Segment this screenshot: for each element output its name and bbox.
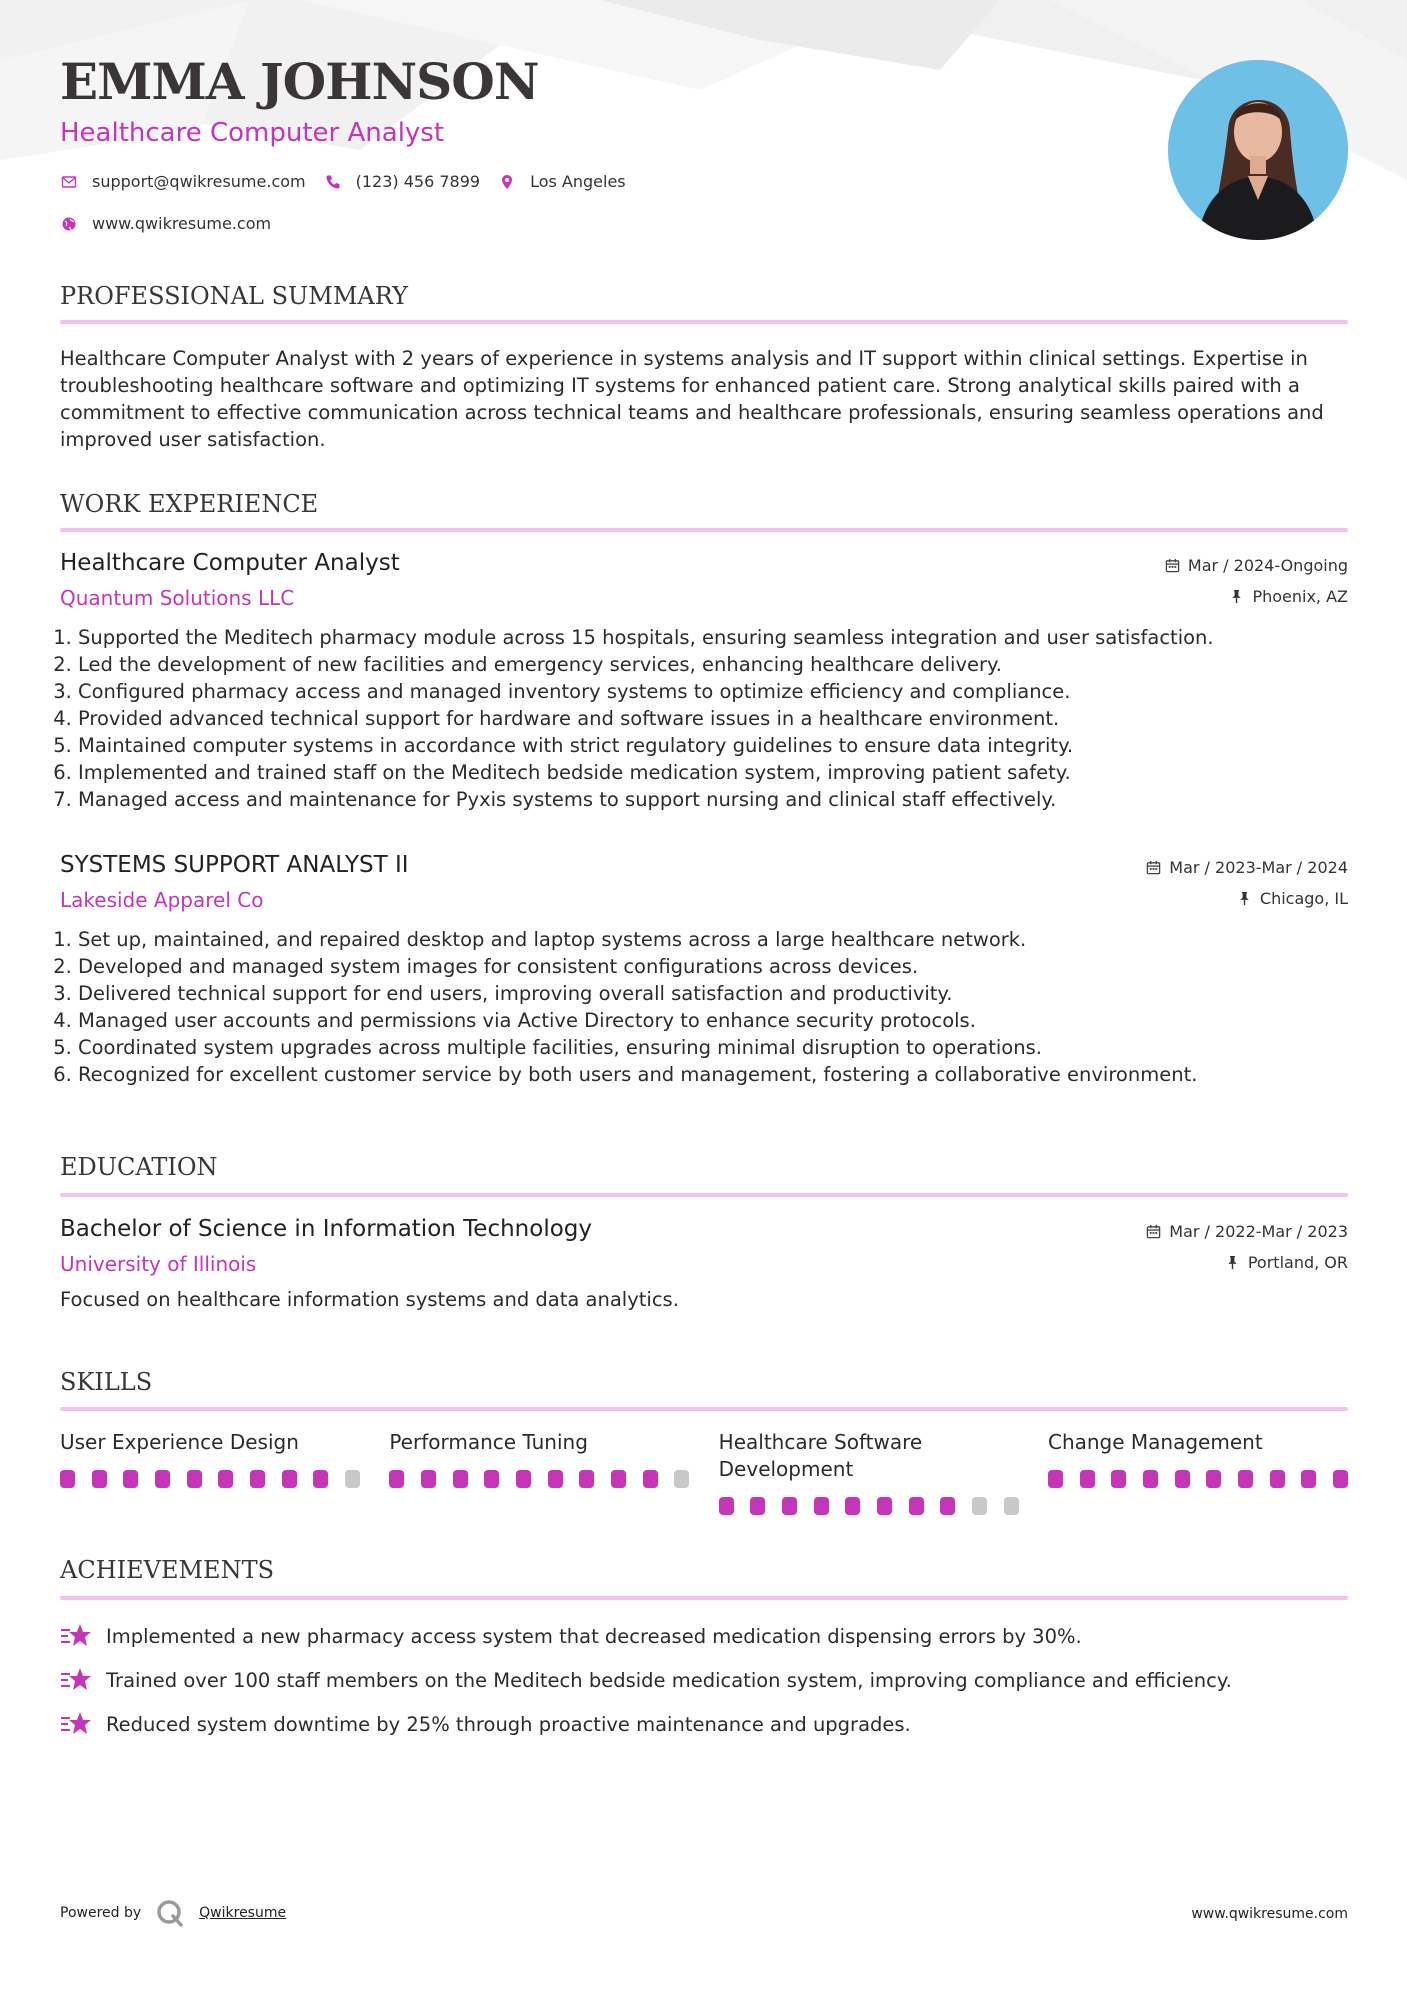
footer-powered-by	[60, 1898, 286, 1928]
education-degree: Bachelor of Science in Information Technology	[60, 1216, 592, 1242]
skill-dot-filled	[1206, 1470, 1221, 1488]
experience-divider	[60, 528, 1348, 532]
skill-dot-filled	[282, 1470, 297, 1488]
skill-dot-filled	[1048, 1470, 1063, 1488]
skill-name: Healthcare Software Development	[718, 1430, 923, 1481]
job-bullet: 5. Coordinated system upgrades across multiple facilities, ensuring minimal disruption to operations.	[78, 1034, 1348, 1061]
education-heading: EDUCATION	[60, 1153, 218, 1181]
education-school: University of Illinois	[60, 1252, 257, 1276]
skill-dot-filled	[1238, 1470, 1253, 1488]
skill-dot-filled	[92, 1470, 107, 1488]
job-bullet: 5. Maintained computer systems in accordance with strict regulatory guidelines to ensure data integrity.	[78, 732, 1348, 759]
skill-item	[389, 1429, 689, 1515]
skill-dot-filled	[1270, 1470, 1285, 1488]
job-company: Lakeside Apparel Co	[60, 888, 264, 912]
skill-dot-filled	[1111, 1470, 1126, 1488]
achievement-text: Reduced system downtime by 25% through proactive maintenance and upgrades.	[106, 1712, 911, 1736]
summary-divider	[60, 320, 1348, 324]
skills-divider	[60, 1407, 1348, 1411]
education-dates	[1146, 1222, 1348, 1241]
skill-rating	[389, 1470, 689, 1488]
skill-dot-filled	[548, 1470, 563, 1488]
job-bullet: 1. Supported the Meditech pharmacy module across 15 hospitals, ensuring seamless integration and user satisfaction.	[78, 624, 1348, 651]
skills-heading: SKILLS	[60, 1368, 153, 1396]
job-bullet: 3. Configured pharmacy access and managed inventory systems to optimize efficiency and compliance.	[78, 678, 1348, 705]
job-dates	[1165, 556, 1348, 575]
skill-dot-filled	[250, 1470, 265, 1488]
skill-dot-filled	[516, 1470, 531, 1488]
job-bullets	[60, 624, 1348, 813]
achievements-list	[60, 1614, 1348, 1746]
job-location	[1237, 889, 1348, 908]
skill-dot-filled	[1333, 1470, 1348, 1488]
skill-rating	[60, 1470, 360, 1488]
skill-dot-empty	[1004, 1497, 1019, 1515]
globe-icon	[60, 215, 78, 233]
job-bullet: 1. Set up, maintained, and repaired desktop and laptop systems across a large healthcare network.	[78, 926, 1348, 953]
job-bullet: 6. Recognized for excellent customer service by both users and management, fostering a collaborative environment.	[78, 1061, 1348, 1088]
qwikresume-link[interactable]: Qwikresume	[199, 1905, 287, 1921]
skill-dot-filled	[218, 1470, 233, 1488]
achievement-item	[60, 1702, 1348, 1746]
skill-dot-filled	[643, 1470, 658, 1488]
skill-dot-filled	[453, 1470, 468, 1488]
job-bullets	[60, 926, 1348, 1088]
job-bullet: 2. Developed and managed system images for consistent configurations across devices.	[78, 953, 1348, 980]
job-dates-text: Mar / 2023-Mar / 2024	[1169, 858, 1348, 877]
skill-item	[719, 1429, 1019, 1515]
education-location-text: Portland, OR	[1247, 1253, 1348, 1272]
summary-heading: PROFESSIONAL SUMMARY	[60, 282, 408, 310]
job-bullet: 4. Managed user accounts and permissions via Active Directory to enhance security protocols.	[78, 1007, 1348, 1034]
skill-dot-filled	[187, 1470, 202, 1488]
summary-text: Healthcare Computer Analyst with 2 years of experience in systems analysis and IT support within clinical settings. Expertise in troubleshooting healthcare software and optimizing IT systems for enhanced patient care. Strong analytical skills paired with a commitment to effective communication across technical teams and healthcare professionals, ensuring seamless operations and improved user satisfaction.	[60, 347, 1324, 451]
education-description: Focused on healthcare information systems and data analytics.	[60, 1288, 679, 1311]
location-pin-icon	[498, 173, 516, 191]
skill-dot-filled	[123, 1470, 138, 1488]
job-bullet: 3. Delivered technical support for end users, improving overall satisfaction and productivity.	[78, 980, 1348, 1007]
contact-row	[60, 172, 644, 191]
skill-dot-filled	[60, 1470, 75, 1488]
skill-name: Change Management	[1047, 1430, 1263, 1454]
skill-name: Performance Tuning	[389, 1430, 588, 1454]
job-entry-2	[60, 852, 1348, 1088]
resume-page	[60, 0, 1348, 1990]
skill-dot-filled	[909, 1497, 924, 1515]
skill-item	[60, 1429, 360, 1515]
skill-dot-filled	[1175, 1470, 1190, 1488]
pushpin-icon	[1225, 1255, 1240, 1270]
candidate-title: Healthcare Computer Analyst	[60, 118, 445, 148]
education-location	[1225, 1253, 1348, 1272]
skill-dot-filled	[719, 1497, 734, 1515]
shooting-star-icon	[60, 1666, 92, 1694]
website-link[interactable]: www.qwikresume.com	[92, 214, 272, 233]
profile-photo-illustration	[1168, 60, 1348, 240]
skill-dot-filled	[1301, 1470, 1316, 1488]
skill-dot-filled	[940, 1497, 955, 1515]
skill-dot-filled	[579, 1470, 594, 1488]
job-location-text: Phoenix, AZ	[1252, 587, 1348, 606]
skill-rating	[719, 1497, 1019, 1515]
skill-dot-empty	[972, 1497, 987, 1515]
website-row	[60, 214, 289, 233]
job-role: SYSTEMS SUPPORT ANALYST II	[60, 852, 409, 878]
pushpin-icon	[1229, 589, 1244, 604]
achievement-item	[60, 1658, 1348, 1702]
skill-dot-empty	[345, 1470, 360, 1488]
skill-rating	[1048, 1470, 1348, 1488]
phone-number[interactable]: (123) 456 7899	[355, 172, 481, 191]
powered-by-label: Powered by	[60, 1905, 142, 1921]
skill-dot-filled	[389, 1470, 404, 1488]
job-bullet: 4. Provided advanced technical support for hardware and software issues in a healthcare environment.	[78, 705, 1348, 732]
location-text: Los Angeles	[530, 172, 626, 191]
skill-dot-filled	[750, 1497, 765, 1515]
skill-dot-filled	[611, 1470, 626, 1488]
skill-dot-filled	[313, 1470, 328, 1488]
job-role: Healthcare Computer Analyst	[60, 550, 400, 576]
skill-dot-filled	[877, 1497, 892, 1515]
job-company: Quantum Solutions LLC	[60, 586, 295, 610]
achievement-text: Implemented a new pharmacy access system that decreased medication dispensing errors by 30%.	[106, 1624, 1082, 1648]
job-dates	[1146, 858, 1348, 877]
achievements-divider	[60, 1596, 1348, 1600]
profile-photo	[1168, 60, 1348, 240]
job-bullet: 7. Managed access and maintenance for Pyxis systems to support nursing and clinical staff effectively.	[78, 786, 1348, 813]
skill-item	[1048, 1429, 1348, 1515]
education-divider	[60, 1193, 1348, 1197]
calendar-icon	[1146, 860, 1161, 875]
candidate-name: EMMA JOHNSON	[60, 52, 539, 111]
job-entry-1	[60, 550, 1348, 813]
education-dates-text: Mar / 2022-Mar / 2023	[1169, 1222, 1348, 1241]
shooting-star-icon	[60, 1622, 92, 1650]
footer-website-link[interactable]: www.qwikresume.com	[1191, 1906, 1348, 1922]
skill-dot-filled	[782, 1497, 797, 1515]
calendar-icon	[1165, 558, 1180, 573]
skill-dot-filled	[1080, 1470, 1095, 1488]
achievement-text: Trained over 100 staff members on the Meditech bedside medication system, improving compliance and efficiency.	[106, 1668, 1232, 1692]
calendar-icon	[1146, 1224, 1161, 1239]
qwikresume-logo-icon	[155, 1898, 185, 1928]
job-bullet: 6. Implemented and trained staff on the Meditech bedside medication system, improving patient safety.	[78, 759, 1348, 786]
achievement-item	[60, 1614, 1348, 1658]
email-icon	[60, 173, 78, 191]
pushpin-icon	[1237, 891, 1252, 906]
skill-dot-filled	[845, 1497, 860, 1515]
experience-heading: WORK EXPERIENCE	[60, 490, 319, 518]
skill-dot-filled	[1143, 1470, 1158, 1488]
shooting-star-icon	[60, 1710, 92, 1738]
achievements-heading: ACHIEVEMENTS	[60, 1556, 275, 1584]
job-dates-text: Mar / 2024-Ongoing	[1187, 556, 1348, 575]
skills-list	[60, 1429, 1348, 1515]
email-link[interactable]: support@qwikresume.com	[92, 172, 306, 191]
job-location	[1229, 587, 1348, 606]
education-entry	[60, 1216, 1348, 1311]
job-bullet: 2. Led the development of new facilities and emergency services, enhancing healthcare delivery.	[78, 651, 1348, 678]
skill-dot-filled	[155, 1470, 170, 1488]
skill-name: User Experience Design	[60, 1430, 299, 1454]
skill-dot-filled	[814, 1497, 829, 1515]
skill-dot-filled	[484, 1470, 499, 1488]
skill-dot-filled	[421, 1470, 436, 1488]
job-location-text: Chicago, IL	[1259, 889, 1348, 908]
skill-dot-empty	[674, 1470, 689, 1488]
phone-icon	[324, 173, 342, 191]
